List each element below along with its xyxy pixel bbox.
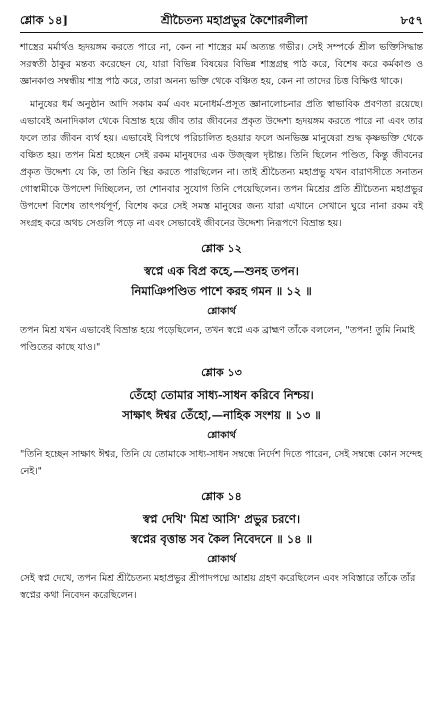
verse-line: স্বপ্নের বৃত্তান্ত সব কৈল নিবেদনে ॥ ১৪ ॥	[130, 532, 313, 546]
verse-line: স্বপ্ন দেখি' মিশ্র আসি' প্রভুর চরণে।	[142, 512, 301, 526]
body-paragraph: মানুষের ধর্ম অনুষ্ঠান আদি সকাম কর্ম এবং মনোধর্ম-প্রসূত জ্ঞানালোচনার প্রতি স্বাভাবিক প্রবণতা রয়েছে। এভাবেই অনাদিকাল থেকে বিভ্রান্ত হয়ে জীব তার জীবনের প্রকৃত উদ্দেশ্য হৃদয়ঙ্গম করতে পারে না এবং তার ফলে তার জীবন ব্যর্থ হয়। এভাবেই বিপথে পরিচালিত হওয়ার ফলে অনভিজ্ঞ মানুষেরা শুদ্ধ কৃষ্ণভক্তি থেকে বঞ্চিত হয়। তপন মিশ্র হচ্ছেন সেই রকম মানুষদের এক উজ্জ্বল দৃষ্টান্ত। তিনি ছিলেন পণ্ডিত, কিন্তু জীবনের প্রকৃত উদ্দেশ্য যে কি, তা তিনি স্থির করতে পারছিলেন না। তাই শ্রীচৈতন্য মহাপ্রভু যখন বারাণসীতে সনাতন গোস্বামীকে উপদেশ দিচ্ছিলেন, তা শোনবার সুযোগ তিনি পেয়েছিলেন। তপন মিশ্রের প্রতি শ্রীচৈতন্য মহাপ্রভুর উপদেশ বিশেষ তাৎপর্যপূর্ণ, বিশেষ করে সেই সমস্ত মানুষের জন্য যারা এখানে সেখানে ঘুরে নানা রকম বই সংগ্রহ করে অথচ সেগুলি পড়ে না এবং সেভাবেই জীবনের উদ্দেশ্য নিরূপণে বিভ্রান্ত হয়।	[20, 99, 423, 229]
sloka-block	[20, 488, 423, 604]
page-number: ৮৫৭	[400, 13, 423, 27]
body-paragraph: শাস্ত্রের মর্মার্থও হৃদয়ঙ্গম করতে পারে না, কেন না শাস্ত্রের মর্ম অত্যন্ত গভীর। সেই সম্পর্কে শ্রীল ভক্তিসিদ্ধান্ত সরস্বতী ঠাকুর মন্তব্য করেছেন যে, যারা বিভিন্ন বিষয়ের বিভিন্ন শাস্ত্রগ্রন্থ পাঠ করে, বিশেষ করে কর্মকাণ্ড ও জ্ঞানকাণ্ড সম্বন্ধীয় শাস্ত্র পাঠ করে, তারা অনন্য ভক্তি থেকে বঞ্চিত হয়, কেন না তাদের চিত্ত বিক্ষিপ্ত থাকে।	[20, 42, 423, 87]
sloka-block	[20, 240, 423, 356]
sloka-block	[20, 364, 423, 480]
translation-text: "তিনি হচ্ছেন সাক্ষাৎ ঈশ্বর, তিনি যে তোমাকে সাধ্য-সাধন সম্বন্ধে নির্দেশ দিতে পারেন, সেই সম্বন্ধে কোন সন্দেহ নেই।"	[20, 449, 423, 477]
header-rule	[20, 32, 423, 33]
header-chapter-title: শ্রীচৈতন্য মহাপ্রভুর কৈশোরলীলা	[160, 13, 308, 27]
verse-line: সাক্ষাৎ ঈশ্বর তেঁহো,—নাহিক সংশয় ॥ ১৩ ॥	[122, 408, 321, 422]
page-header	[20, 12, 423, 30]
verse-line: স্বপ্নে এক বিপ্র কহে,—শুনহ তপন।	[144, 264, 299, 278]
translation-title: শ্লোকার্থ	[207, 306, 236, 317]
verse-line: তেঁহো তোমার সাধ্য-সাধন করিবে নিশ্চয়।	[129, 388, 314, 402]
header-verse-ref: শ্লোক ১৪]	[20, 13, 68, 27]
verse-line: নিমাঞিপণ্ডিত পাশে করহ গমন ॥ ১২ ॥	[131, 284, 312, 298]
translation-title: শ্লোকার্থ	[207, 430, 236, 441]
sloka-title: শ্লোক ১৩	[201, 366, 242, 379]
sloka-title: শ্লোক ১২	[201, 242, 242, 255]
sloka-title: শ্লোক ১৪	[201, 490, 242, 503]
translation-title: শ্লোকার্থ	[207, 554, 236, 565]
translation-text: সেই স্বপ্ন দেখে, তপন মিশ্র শ্রীচৈতন্য মহাপ্রভুর শ্রীপাদপদ্মে আশ্রয় গ্রহণ করেছিলেন এবং সবিস্তারে তাঁকে তাঁর স্বপ্নের কথা নিবেদন করেছিলেন।	[20, 573, 416, 601]
translation-text: তপন মিশ্র যখন এভাবেই বিভ্রান্ত হয়ে পড়েছিলেন, তখন স্বপ্নে এক ব্রাহ্মণ তাঁকে বললেন, "তপন! তুমি নিমাই পণ্ডিতের কাছে যাও।"	[20, 325, 415, 353]
